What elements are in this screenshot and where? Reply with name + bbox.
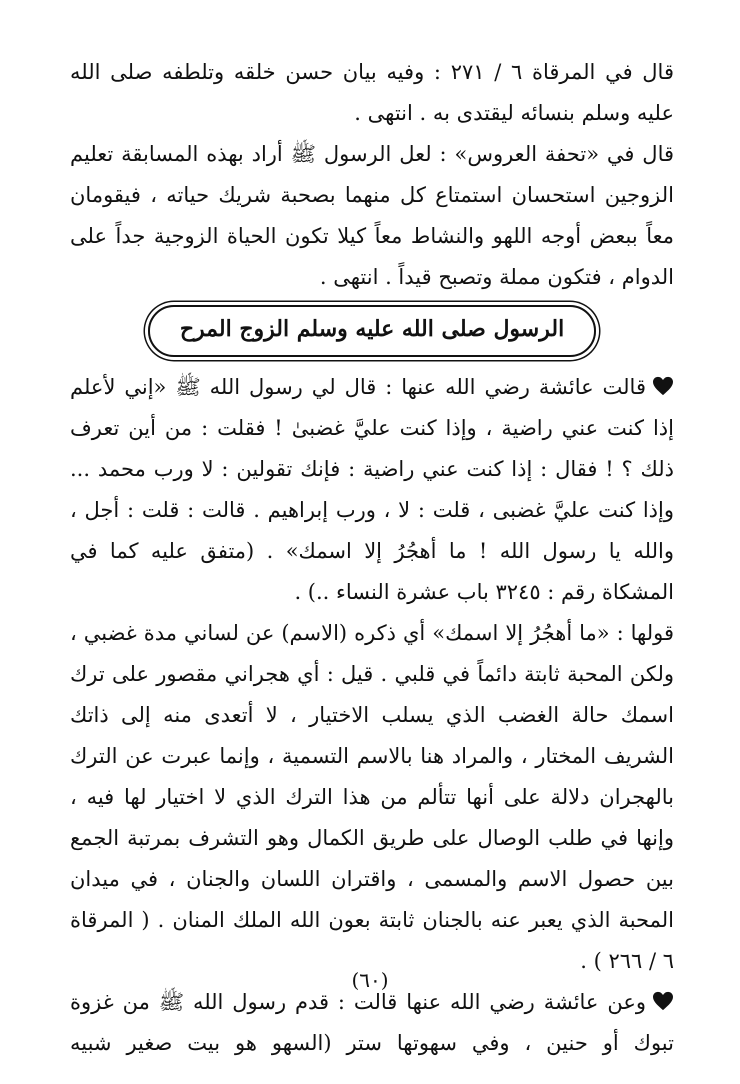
paragraph-hadith-aisha-2 xyxy=(70,982,674,1064)
section-heading: الرسول صلى الله عليه وسلم الزوج المرح xyxy=(148,305,596,357)
page-number: (٦٠) xyxy=(351,968,389,992)
heart-icon xyxy=(652,991,674,1011)
paragraph-tuhfat-al-arus: قال في «تحفة العروس» : لعل الرسول ﷺ أراد بهذه المسابقة تعليم الزوجين استحسان استمتاع كل منهما بصحبة شريك حياته ، فيقومان معاً ببعض أوجه اللهو والنشاط معاً كيلا تكون الحياة الزوجية جداً على الدوام ، فتكون مملة وتصبح قيداً . انتهى . xyxy=(70,142,674,289)
paragraph-explanation: قولها : «ما أهجُرُ إلا اسمك» أي ذكره (الاسم) عن لساني مدة غضبي ، ولكن المحبة ثابتة دائماً في قلبي . قيل : أي هجراني مقصور على ترك اسمك حالة الغضب الذي يسلب الاختيار ، لا أتعدى منه إلى ذاتك الشريف المختار ، والمراد هنا بالاسم التسمية ، وإنما عبرت عن الترك بالهجران دلالة على أنها تتألم من هذا الترك الذي لا اختيار لها فيه ، وإنها في طلب الوصال على طريق الكمال وهو التشرف بمرتبة الجمع بين حصول الاسم والمسمى ، واقتران اللسان والجنان ، في ميدان المحبة الذي يعبر عنه بالجنان ثابتة بعون الله الملك المنان . ( المرقاة ٦ / ٢٦٦ ) . xyxy=(70,621,674,973)
paragraph-hadith-aisha-1-text: قالت عائشة رضي الله عنها : قال لي رسول الله ﷺ «إني لأعلم إذا كنت عني راضية ، وإذا كنت عليَّ غضبىٰ ! فقلت : من أين تعرف ذلك ؟ ! فقال : إذا كنت عني راضية : فإنك تقولين : لا ورب محمد ... وإذا كنت عليَّ غضبى ، قلت : لا ، ورب إبراهيم . قالت : قلت : أجل ، والله يا رسول الله ! ما أهجُرُ إلا اسمك» . (متفق عليه كما في المشكاة رقم : ٣٢٤٥ باب عشرة النساء ..) . xyxy=(70,375,674,604)
paragraph-hadith-aisha-1 xyxy=(70,367,674,613)
section-heading-box xyxy=(70,305,674,357)
paragraph-hadith-aisha-2-text: وعن عائشة رضي الله عنها قالت : قدم رسول الله ﷺ من غزوة تبوك أو حنين ، وفي سهوتها ستر (السهو هو بيت صغير شبيه xyxy=(70,990,674,1055)
paragraph-mirqat-quote: قال في المرقاة ٦ / ٢٧١ : وفيه بيان حسن خلقه وتلطفه صلى الله عليه وسلم بنسائه ليقتدى به . انتهى . xyxy=(70,60,674,125)
heart-icon xyxy=(652,376,674,396)
